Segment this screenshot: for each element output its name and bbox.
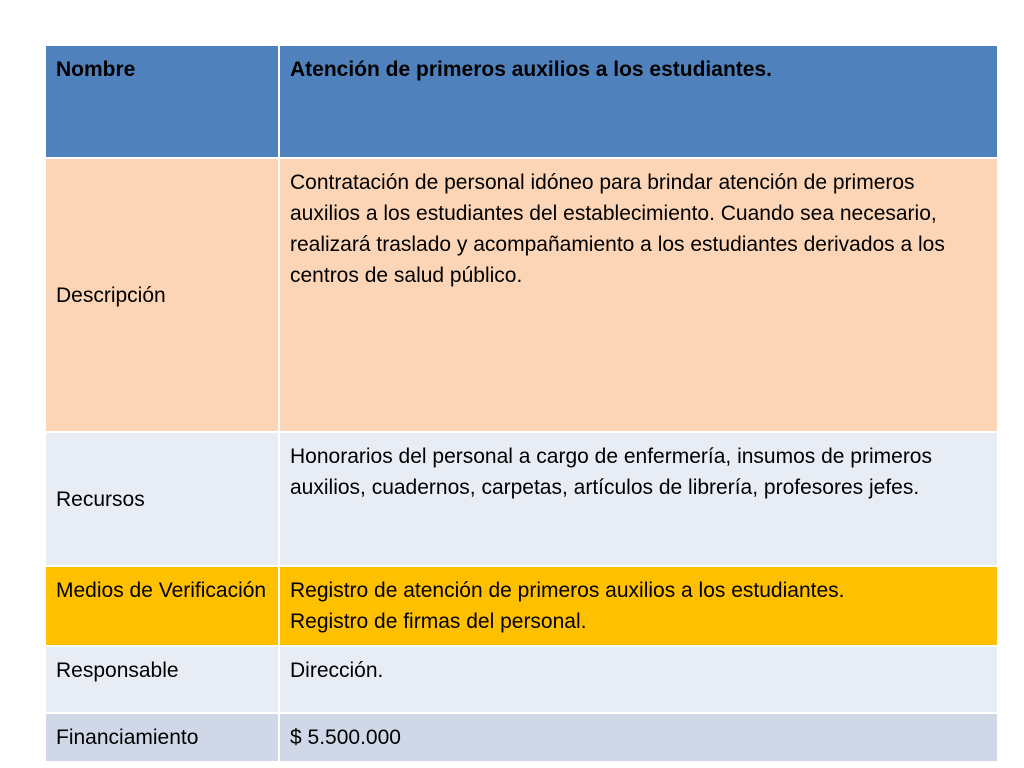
table-row-nombre <box>45 45 998 158</box>
row-value-responsable <box>279 646 998 713</box>
project-table <box>44 44 999 763</box>
row-value-financiamiento <box>279 713 998 762</box>
table-row-financiamiento <box>45 713 998 762</box>
row-label-nombre: Nombre <box>45 45 279 158</box>
value-line: $ 5.500.000 <box>290 726 401 749</box>
row-label-responsable: Responsable <box>45 646 279 713</box>
value-line: Honorarios del personal a cargo de enfermería, insumos de primeros auxilios, cuadernos, carpetas, artículos de librería, profesores jefes. <box>290 445 932 499</box>
row-label-descripcion: Descripción <box>45 158 279 432</box>
row-label-medios-verificacion: Medios de Verificación <box>45 566 279 646</box>
row-value-medios-verificacion <box>279 566 998 646</box>
value-line: Contratación de personal idóneo para brindar atención de primeros auxilios a los estudiantes del establecimiento. Cuando sea necesario, realizará traslado y acompañamiento a los estudiantes derivados a los centros de salud público. <box>290 171 945 287</box>
row-label-recursos: Recursos <box>45 432 279 566</box>
value-line: Atención de primeros auxilios a los estudiantes. <box>290 58 772 81</box>
row-value-descripcion <box>279 158 998 432</box>
row-value-nombre <box>279 45 998 158</box>
value-line: Registro de atención de primeros auxilios a los estudiantes. <box>290 579 845 602</box>
table-row-medios-verificacion <box>45 566 998 646</box>
value-line: Registro de firmas del personal. <box>290 610 587 633</box>
value-line: Dirección. <box>290 659 384 682</box>
table-row-responsable <box>45 646 998 713</box>
table-row-descripcion <box>45 158 998 432</box>
row-label-financiamiento: Financiamiento <box>45 713 279 762</box>
row-value-recursos <box>279 432 998 566</box>
table-row-recursos <box>45 432 998 566</box>
